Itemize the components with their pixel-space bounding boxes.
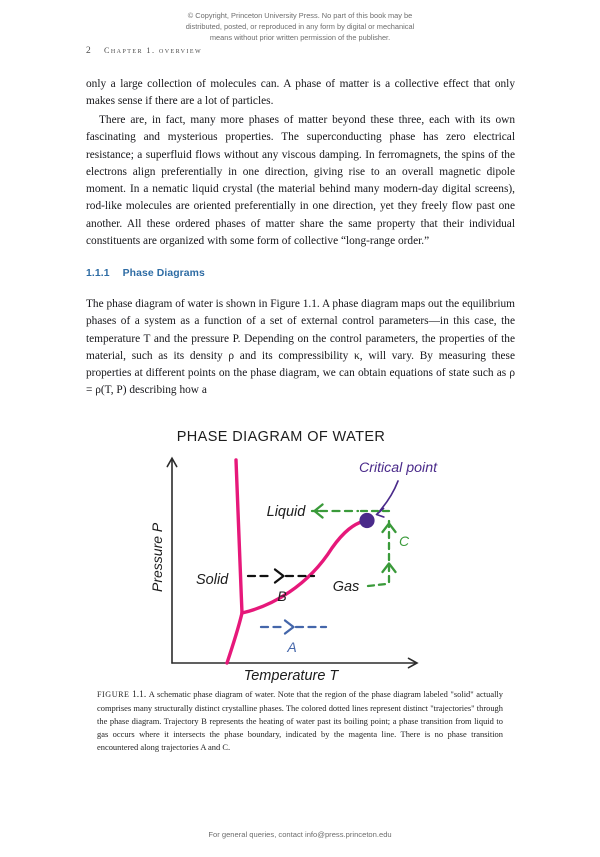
body-paragraph-3-wrapper xyxy=(86,296,515,400)
caption-number: 1.1. xyxy=(132,690,147,700)
axes-group xyxy=(167,458,417,668)
region-label-gas: Gas xyxy=(332,579,360,595)
copyright-line-2: distributed, posted, or reproduced in any form by digital or mechanical xyxy=(185,22,415,32)
copyright-line-3: means without prior written permission of the publisher. xyxy=(209,33,391,43)
phase-boundary-group xyxy=(227,460,364,663)
caption-label: FIGURE xyxy=(97,690,130,699)
trajectory-b-label: B xyxy=(277,588,287,604)
body-paragraph-2: There are, in fact, many more phases of matter beyond these three, each with its own fascinating and mysterious properties. The superconducting phase has zero electrical resistance; a superfluid flows without any viscous damping. In ferromagnets, the spins of the electrons align preferentially in one direction, giving rise to an overall magnetic dipole moment. In a nematic liquid crystal (the material behind many modern-day digital screens), rod-like molecules are oriented preferentially in one direction, yet they freely flow past one another. All these ordered phases of matter share the same property that their individual constituents are organized with some form of collective “long-range order.” xyxy=(86,114,515,248)
chapter-running-title: chapter 1. overview xyxy=(103,46,203,55)
section-title: Phase Diagrams xyxy=(122,268,205,279)
body-paragraph-2-wrapper xyxy=(86,112,515,250)
section-heading xyxy=(86,268,205,279)
copyright-line-1: © Copyright, Princeton University Press. No part of this book may be xyxy=(187,11,413,20)
body-paragraph-3: The phase diagram of water is shown in Figure 1.1. A phase diagram maps out the equilibrium phases of a system as a function of a set of external control parameters—in this case, the temperature T and the pressure P. Depending on the control parameters, the properties of the material, such as its density ρ and its compressibility κ, will vary. By measuring these properties at different points on the phase diagram, we can obtain equations of state such as ρ = ρ(T, P) describing how a xyxy=(86,298,515,397)
phase-diagram-svg xyxy=(86,424,515,684)
figure-phase-diagram xyxy=(86,424,515,684)
liquid-gas-boundary xyxy=(242,521,364,613)
trajectory-c-label: C xyxy=(399,533,410,549)
figure-caption xyxy=(97,688,503,754)
critical-point-dot xyxy=(359,513,374,528)
y-axis-label: Pressure P xyxy=(149,522,165,592)
body-paragraph-1-wrapper xyxy=(86,76,515,111)
caption-text: A schematic phase diagram of water. Note that the region of the phase diagram labeled "solid" actually comprises many structurally distinct crystalline phases. The colored dotted lines represent distinct "trajectories" through the phase diagram. Trajectory B represents the heating of water past its boiling point; a phase transition from liquid to gas occurs where it intersects the phase boundary, indicated by the magenta line. There is no phase transition encountered along trajectories A and C. xyxy=(97,689,503,753)
trajectory-a-group xyxy=(261,621,326,634)
critical-point-label: Critical point xyxy=(358,460,438,476)
trajectory-c-lower-horizontal xyxy=(368,584,386,586)
solid-gas-boundary xyxy=(227,613,242,663)
figure-title: PHASE DIAGRAM OF WATER xyxy=(176,429,386,445)
copyright-notice xyxy=(150,10,450,44)
solid-liquid-boundary xyxy=(236,460,242,613)
footer-text: For general queries, contact info@press.princeton.edu xyxy=(208,830,392,839)
trajectory-b-arrowhead xyxy=(275,570,284,583)
region-label-liquid: Liquid xyxy=(266,504,306,520)
body-paragraph-1: only a large collection of molecules can. A phase of matter is a collective effect that only makes sense if there are a lot of particles. xyxy=(86,78,515,108)
liquid-trajectory-group xyxy=(312,505,358,518)
section-number: 1.1.1 xyxy=(86,268,110,279)
trajectory-a-arrowhead xyxy=(285,621,294,634)
running-head xyxy=(86,46,202,56)
x-axis-label: Temperature T xyxy=(243,668,339,684)
page-number: 2 xyxy=(86,46,91,56)
trajectory-a-label: A xyxy=(287,639,297,655)
page-footer xyxy=(0,830,600,839)
region-label-solid: Solid xyxy=(196,572,229,588)
critical-point-leader-line xyxy=(378,481,398,513)
